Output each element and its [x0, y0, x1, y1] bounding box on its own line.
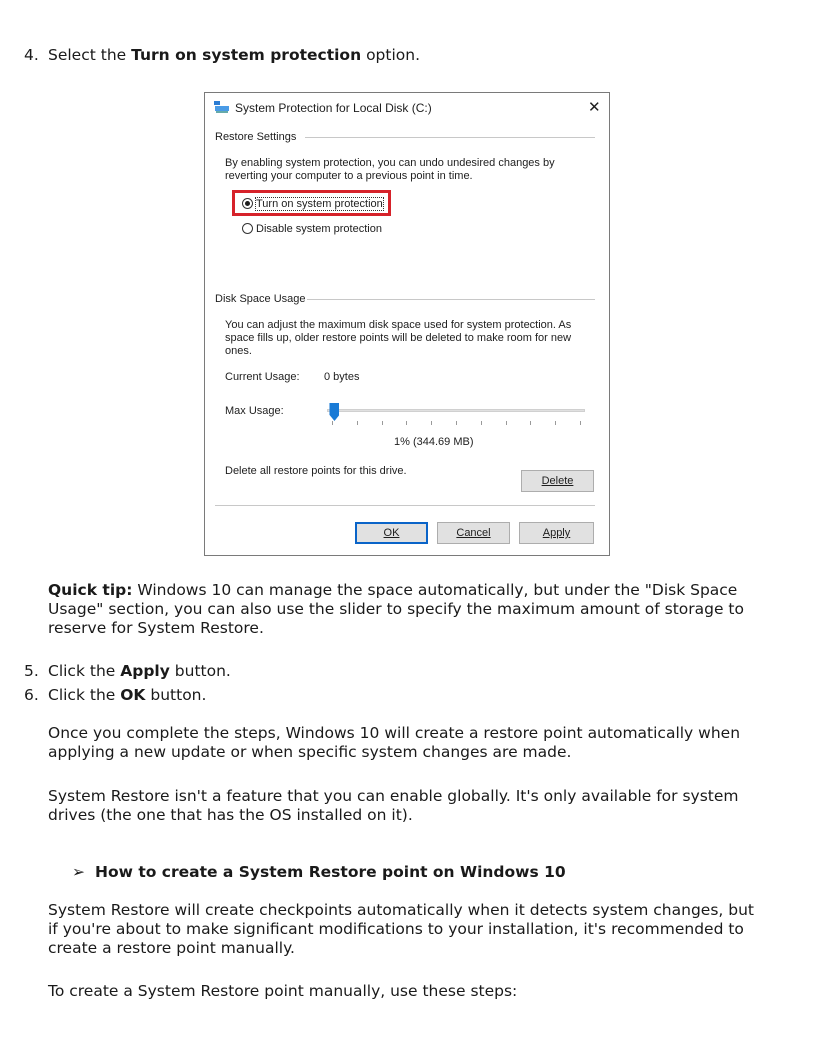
disk-space-heading: Disk Space Usage — [215, 293, 306, 305]
quick-tip-line1: Windows 10 can manage the space automatically, but under the "Disk Space — [132, 581, 738, 599]
step-text-pre: Click the — [48, 662, 116, 680]
para-line: create a restore point manually. — [48, 939, 295, 957]
paragraph-manual-steps — [48, 982, 768, 1001]
turn-on-radio[interactable] — [242, 198, 253, 209]
step-number: 4. — [24, 46, 39, 64]
slider-tick — [332, 421, 333, 425]
step-5 — [24, 662, 744, 681]
slider-tick — [382, 421, 383, 425]
step-text-pre: Select the — [48, 46, 127, 64]
slider-thumb[interactable] — [329, 403, 339, 421]
step-text-post: button. — [150, 686, 207, 704]
cancel-button-label: Cancel — [456, 527, 491, 539]
disk-desc-line3: ones. — [225, 345, 252, 357]
current-usage-value: 0 bytes — [324, 371, 360, 383]
ok-button-label: OK — [383, 527, 400, 539]
slider-tick — [481, 421, 482, 425]
slider-tick — [506, 421, 507, 425]
step-number: 5. — [24, 662, 39, 680]
group-divider — [305, 137, 595, 138]
para-line: System Restore will create checkpoints automatically when it detects system changes, but — [48, 901, 754, 919]
close-icon[interactable]: ✕ — [588, 99, 601, 116]
step-6 — [24, 686, 744, 705]
para-line: Once you complete the steps, Windows 10 will create a restore point automatically when — [48, 724, 741, 742]
para-line: applying a new update or when specific system changes are made. — [48, 743, 572, 761]
step-text-pre: Click the — [48, 686, 116, 704]
section-heading — [72, 863, 792, 882]
slider-readout: 1% (344.69 MB) — [394, 436, 474, 448]
quick-tip — [48, 581, 768, 638]
para-line: drives (the one that has the OS installed on it). — [48, 806, 413, 824]
disk-desc-line1: You can adjust the maximum disk space used for system protection. As — [225, 319, 572, 331]
step-number: 6. — [24, 686, 39, 704]
turn-on-label[interactable]: Turn on system protection — [256, 198, 383, 210]
section-heading-text: How to create a System Restore point on Windows 10 — [95, 863, 566, 881]
slider-tick — [431, 421, 432, 425]
slider-tick — [357, 421, 358, 425]
apply-button[interactable] — [519, 522, 594, 544]
group-divider — [307, 299, 595, 300]
ok-button[interactable] — [355, 522, 428, 544]
delete-description: Delete all restore points for this drive. — [225, 465, 407, 477]
paragraph-checkpoints — [48, 901, 768, 958]
para-line: To create a System Restore point manually, use these steps: — [48, 982, 518, 1000]
quick-tip-line2: Usage" section, you can also use the slider to specify the maximum amount of storage to — [48, 600, 744, 618]
slider-track — [327, 409, 585, 412]
step-bold: OK — [120, 686, 146, 704]
para-line: if you're about to make significant modifications to your installation, it's recommended to — [48, 920, 744, 938]
step-text-post: option. — [366, 46, 421, 64]
slider-tick — [530, 421, 531, 425]
paragraph-system-drives — [48, 787, 768, 825]
system-icon — [214, 101, 230, 113]
max-usage-label: Max Usage: — [225, 405, 284, 417]
slider-tick — [456, 421, 457, 425]
arrow-bullet-icon: ➢ — [72, 863, 85, 881]
restore-settings-heading: Restore Settings — [215, 131, 297, 143]
restore-desc-line1: By enabling system protection, you can undo undesired changes by — [225, 157, 555, 169]
cancel-button[interactable] — [437, 522, 510, 544]
current-usage-label: Current Usage: — [225, 371, 300, 383]
disable-radio[interactable] — [242, 223, 253, 234]
step-bold: Turn on system protection — [131, 46, 362, 64]
max-usage-slider[interactable] — [327, 401, 585, 427]
footer-divider — [215, 505, 595, 506]
disk-desc-line2: space fills up, older restore points will be deleted to make room for new — [225, 332, 572, 344]
step-bold: Apply — [120, 662, 170, 680]
apply-button-label: Apply — [542, 527, 571, 539]
step-4 — [24, 46, 744, 65]
quick-tip-label: Quick tip: — [48, 581, 133, 599]
dialog-title: System Protection for Local Disk (C:) — [235, 101, 432, 115]
paragraph-restore-auto — [48, 724, 768, 762]
quick-tip-line3: reserve for System Restore. — [48, 619, 264, 637]
delete-button[interactable] — [521, 470, 594, 492]
para-line: System Restore isn't a feature that you can enable globally. It's only available for system — [48, 787, 739, 805]
slider-tick — [580, 421, 581, 425]
system-protection-dialog — [204, 92, 610, 556]
slider-tick — [555, 421, 556, 425]
disable-label[interactable]: Disable system protection — [256, 223, 382, 235]
restore-desc-line2: reverting your computer to a previous point in time. — [225, 170, 473, 182]
slider-tick — [406, 421, 407, 425]
delete-button-label: Delete — [541, 475, 574, 487]
step-text-post: button. — [174, 662, 231, 680]
